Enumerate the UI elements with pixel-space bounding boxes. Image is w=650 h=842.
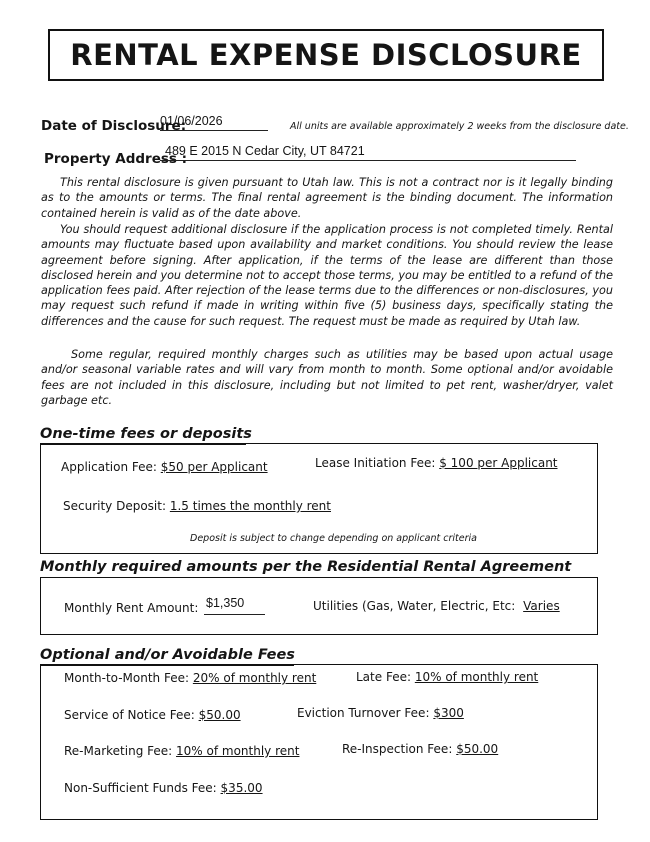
title-box bbox=[48, 29, 604, 81]
disclosure-paragraph-1: This rental disclosure is given pursuant to Utah law. This is not a contract nor is it legally binding as to the amounts or terms. The final rental agreement is the binding document. The information contained herein is valid as of the date above. bbox=[41, 176, 613, 220]
re-inspection-fee-value: $50.00 bbox=[456, 742, 499, 756]
security-deposit-label: Security Deposit: bbox=[63, 499, 167, 513]
late-fee bbox=[356, 670, 538, 684]
application-fee-value: $50 per Applicant bbox=[160, 460, 268, 474]
optional-heading: Optional and/or Avoidable Fees bbox=[40, 647, 295, 663]
address-label: Property Address : bbox=[44, 151, 188, 167]
optional-box bbox=[40, 664, 598, 820]
non-sufficient-funds-fee bbox=[64, 781, 263, 795]
utilities bbox=[313, 599, 560, 613]
page-title: RENTAL EXPENSE DISCLOSURE bbox=[70, 38, 582, 72]
re-inspection-fee-label: Re-Inspection Fee: bbox=[342, 742, 453, 756]
utilities-value: Varies bbox=[523, 599, 560, 613]
lease-initiation-fee-value: $ 100 per Applicant bbox=[439, 456, 558, 470]
re-marketing-fee-value: 10% of monthly rent bbox=[176, 744, 300, 758]
application-fee-label: Application Fee: bbox=[61, 460, 157, 474]
service-of-notice-fee-value: $50.00 bbox=[198, 708, 241, 722]
security-deposit-value: 1.5 times the monthly rent bbox=[169, 499, 331, 513]
eviction-turnover-fee-label: Eviction Turnover Fee: bbox=[297, 706, 430, 720]
re-inspection-fee bbox=[342, 742, 498, 756]
re-marketing-fee-label: Re-Marketing Fee: bbox=[64, 744, 173, 758]
date-label: Date of Disclosure: bbox=[41, 118, 187, 134]
non-sufficient-funds-fee-value: $35.00 bbox=[220, 781, 263, 795]
disclosure-paragraph-3: Some regular, required monthly charges such as utilities may be based upon actual usage and/or seasonal variable rates and will vary from month to month. Some optional and/or avoidable fees are not included in this disclosure, including but not limited to pet rent, washer/dryer, valet garbage etc. bbox=[41, 348, 613, 407]
eviction-turnover-fee bbox=[297, 706, 464, 720]
lease-initiation-fee-label: Lease Initiation Fee: bbox=[315, 456, 436, 470]
utilities-label: Utilities (Gas, Water, Electric, Etc: bbox=[313, 599, 516, 613]
date-field[interactable] bbox=[160, 114, 268, 131]
service-of-notice-fee bbox=[64, 708, 241, 722]
service-of-notice-fee-label: Service of Notice Fee: bbox=[64, 708, 195, 722]
monthly-rent-value: $1,350 bbox=[206, 596, 245, 610]
eviction-turnover-fee-value: $300 bbox=[433, 706, 464, 720]
monthly-rent-label: Monthly Rent Amount: bbox=[64, 601, 199, 615]
availability-note: All units are available approximately 2 weeks from the disclosure date. bbox=[290, 121, 629, 132]
lease-initiation-fee bbox=[315, 456, 558, 470]
date-value: 01/06/2026 bbox=[160, 114, 223, 128]
month-to-month-fee bbox=[64, 671, 316, 685]
address-field[interactable] bbox=[160, 144, 576, 161]
late-fee-value: 10% of monthly rent bbox=[414, 670, 539, 684]
security-deposit bbox=[63, 499, 331, 513]
month-to-month-fee-value: 20% of monthly rent bbox=[192, 671, 317, 685]
onetime-box bbox=[40, 443, 598, 554]
monthly-box bbox=[40, 577, 598, 635]
monthly-heading: Monthly required amounts per the Residential Rental Agreement bbox=[40, 559, 572, 575]
application-fee bbox=[61, 460, 268, 474]
address-value: 489 E 2015 N Cedar City, UT 84721 bbox=[165, 144, 365, 158]
monthly-rent-field bbox=[204, 596, 265, 615]
month-to-month-fee-label: Month-to-Month Fee: bbox=[64, 671, 190, 685]
re-marketing-fee bbox=[64, 744, 299, 758]
onetime-heading: One-time fees or deposits bbox=[40, 426, 252, 442]
deposit-note: Deposit is subject to change depending on applicant criteria bbox=[190, 533, 477, 544]
late-fee-label: Late Fee: bbox=[356, 670, 411, 684]
non-sufficient-funds-fee-label: Non-Sufficient Funds Fee: bbox=[64, 781, 217, 795]
disclosure-paragraph-2: You should request additional disclosure if the application process is not completed timely. Rental amounts may fluctuate based upon availability and market conditions. You should review the lease agreement before signing. After application, if the terms of the lease are different than those disclosed herein and you determine not to accept those terms, you may be entitled to a refund of the application fees paid. After rejection of the lease terms due to the differences or non-disclosures, you may request such refund if made in writing within five (5) business days, specifically stating the differences and the cause for such request. The request must be made as required by Utah law. bbox=[41, 223, 613, 328]
